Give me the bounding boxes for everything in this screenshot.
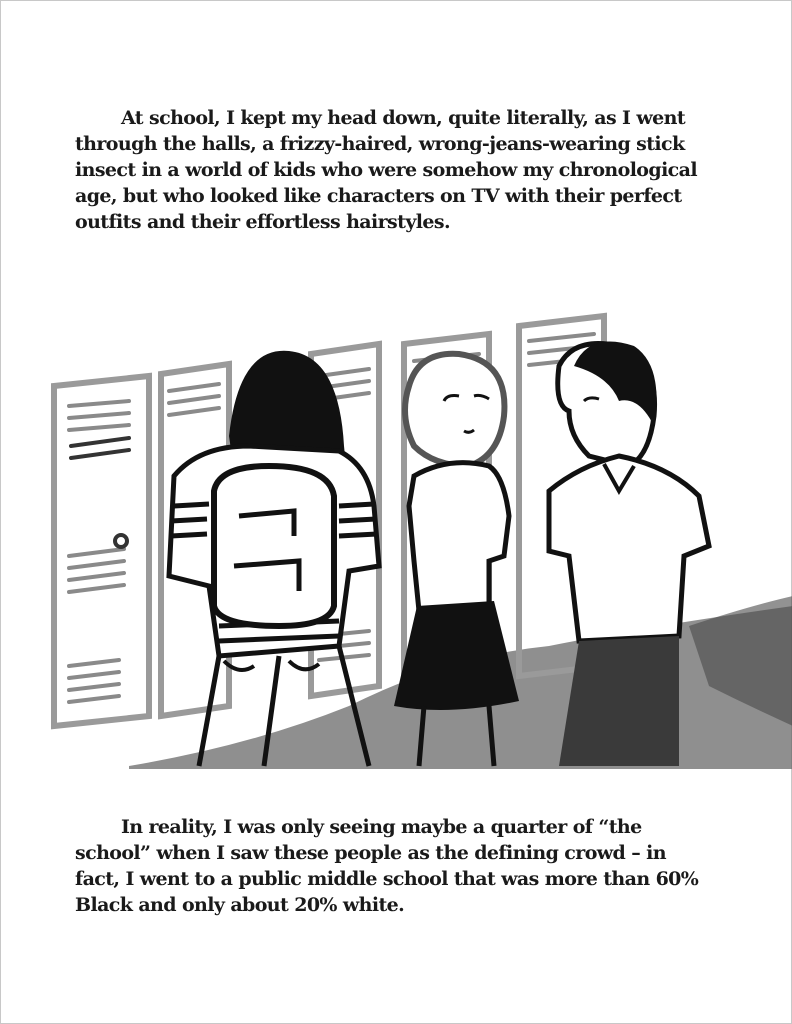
paragraph-intro — [75, 105, 715, 235]
paragraph-reality — [75, 814, 715, 918]
paragraph-text: At school, I kept my head down, quite literally, as I went through the halls, a frizzy-haired, wrong-jeans-wearing stick insect in a world of kids who were somehow my chronological age, but who looked like characters on TV with their perfect outfits and their effortless hairstyles. — [75, 107, 697, 233]
hallway-illustration — [49, 306, 792, 769]
paragraph-text: In reality, I was only seeing maybe a quarter of “the school” when I saw these people as the defining crowd – in fact, I went to a public middle school that was more than 60% Black and only about 20% white. — [75, 816, 699, 916]
